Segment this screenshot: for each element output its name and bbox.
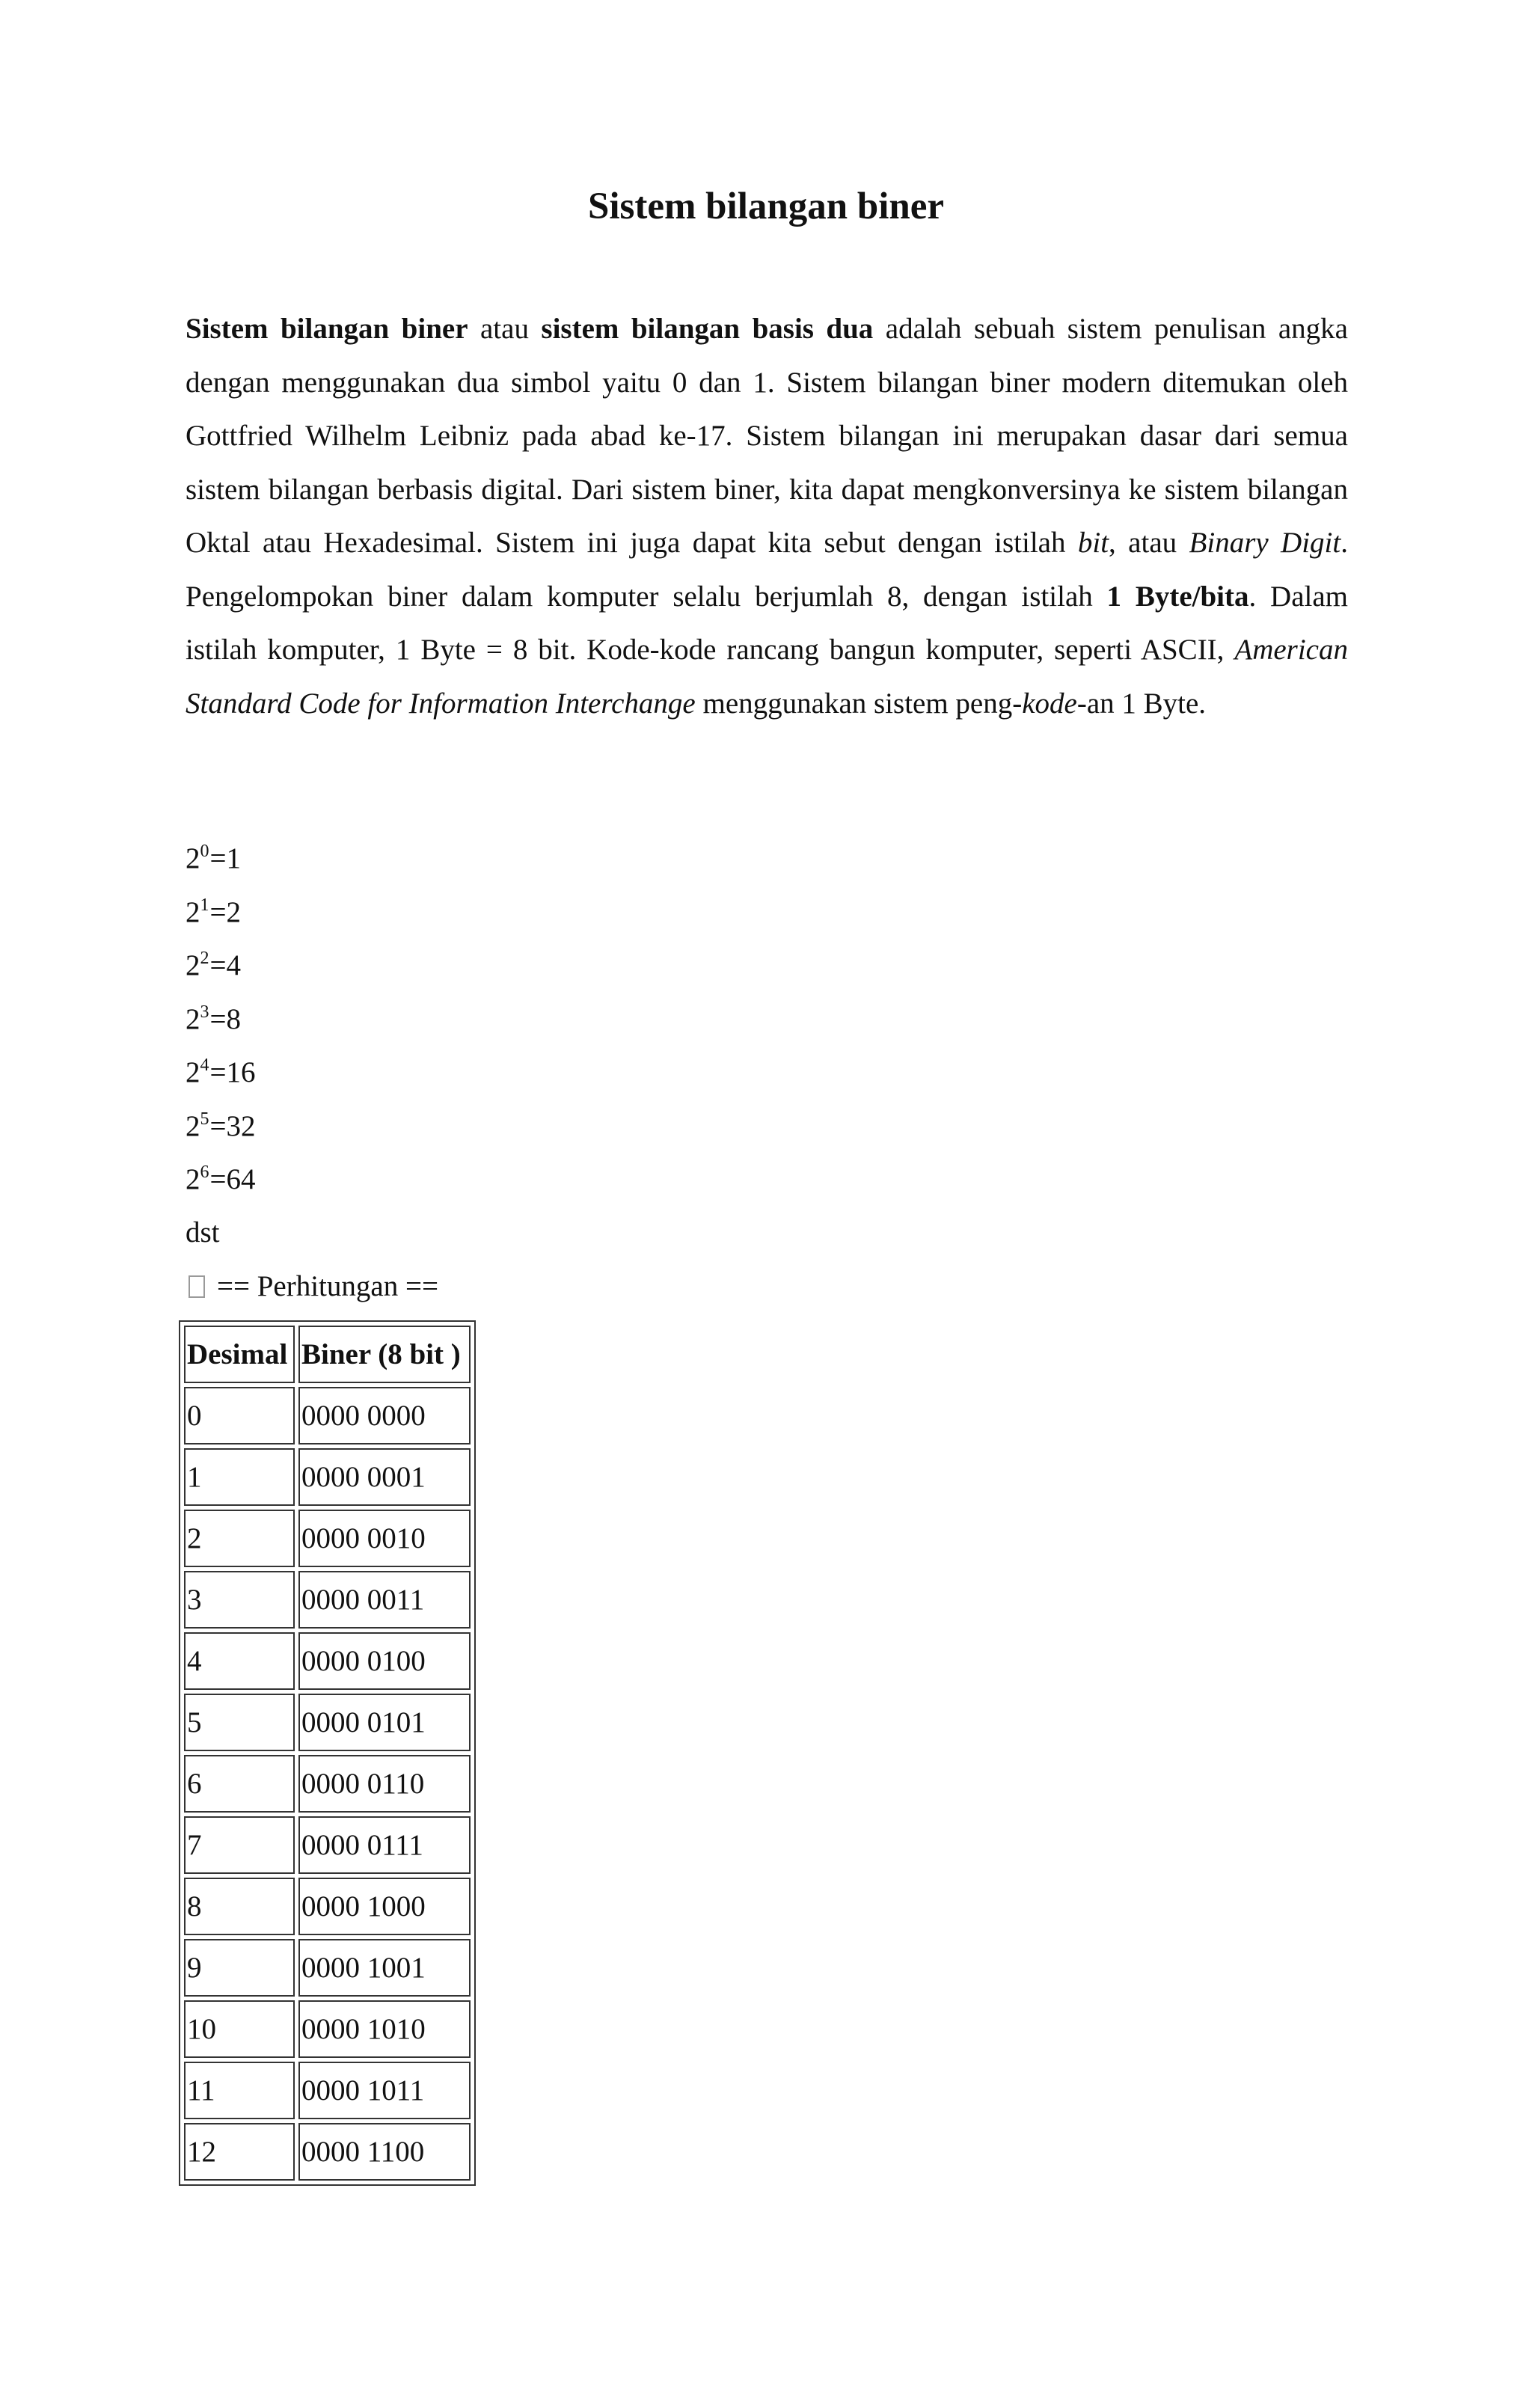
- table-row: [184, 1571, 471, 1629]
- column-header-desimal: Desimal: [184, 1326, 295, 1383]
- cell-desimal: 10: [184, 2000, 295, 2058]
- missing-glyph-icon: [189, 1275, 205, 1298]
- cell-desimal: 0: [184, 1387, 295, 1445]
- cell-desimal: 9: [184, 1939, 295, 1997]
- table-row: [184, 1816, 471, 1874]
- cell-desimal: 8: [184, 1878, 295, 1935]
- cell-desimal: 2: [184, 1510, 295, 1567]
- paragraph-text: atau: [468, 313, 542, 345]
- page-title: Sistem bilangan biner: [587, 186, 945, 227]
- power-line: $2^0=1$: [186, 842, 241, 874]
- table-row: [184, 1755, 471, 1813]
- intro-paragraph: [186, 302, 1348, 730]
- cell-biner: 0000 1010: [298, 2000, 471, 2058]
- cell-desimal: 5: [184, 1694, 295, 1751]
- conversion-table: [179, 1320, 476, 2186]
- cell-biner: 0000 0111: [298, 1816, 471, 1874]
- cell-biner: 0000 1001: [298, 1939, 471, 1997]
- cell-biner: 0000 0011: [298, 1571, 471, 1629]
- cell-biner: 0000 0110: [298, 1755, 471, 1813]
- term-kode: kode: [1022, 687, 1077, 720]
- power-line: $2^3=8$: [186, 1002, 241, 1035]
- section-heading: [186, 1260, 438, 1314]
- cell-desimal: 11: [184, 2062, 295, 2119]
- paragraph-text: menggunakan sistem peng-: [695, 687, 1023, 720]
- power-line: $2^1=2$: [186, 895, 241, 928]
- power-line: $2^6=64$: [186, 1162, 256, 1195]
- cell-desimal: 7: [184, 1816, 295, 1874]
- paragraph-text: , atau: [1109, 527, 1189, 559]
- cell-desimal: 1: [184, 1448, 295, 1506]
- table-row: [184, 1939, 471, 1997]
- cell-desimal: 12: [184, 2123, 295, 2181]
- power-line: $2^5=32$: [186, 1109, 256, 1142]
- table-row: [184, 1878, 471, 1935]
- paragraph-text: . Dalam istilah komputer, 1 Byte = 8 bit. Kode-kode rancang bangun komputer, seperti ASCII,: [186, 580, 1348, 666]
- cell-biner: 0000 0010: [298, 1510, 471, 1567]
- table-row: [184, 2062, 471, 2119]
- cell-biner: 0000 0000: [298, 1387, 471, 1445]
- table-row: [184, 1387, 471, 1445]
- dst-text: dst: [186, 1216, 220, 1249]
- term-byte: 1 Byte/bita: [1106, 580, 1249, 613]
- table-row: [184, 1694, 471, 1751]
- table-row: [184, 1632, 471, 1690]
- term-binary-digit: Binary Digit: [1189, 527, 1341, 559]
- power-line: $2^4=16$: [186, 1056, 256, 1088]
- cell-desimal: 6: [184, 1755, 295, 1813]
- section-heading-text: == Perhitungan ==: [217, 1270, 438, 1302]
- cell-desimal: 3: [184, 1571, 295, 1629]
- table-row: [184, 2000, 471, 2058]
- term-sistem-bilangan-biner: Sistem bilangan biner: [186, 313, 468, 345]
- cell-biner: 0000 1100: [298, 2123, 471, 2181]
- cell-desimal: 4: [184, 1632, 295, 1690]
- powers-of-two-list: [186, 832, 256, 1207]
- column-header-biner: Biner (8 bit ): [298, 1326, 471, 1383]
- paragraph-text: -an 1 Byte.: [1076, 687, 1207, 720]
- cell-biner: 0000 1011: [298, 2062, 471, 2119]
- term-basis-dua: sistem bilangan basis dua: [541, 313, 874, 345]
- table-header-row: [184, 1326, 471, 1383]
- table-row: [184, 2123, 471, 2181]
- cell-biner: 0000 0001: [298, 1448, 471, 1506]
- power-line: $2^2=4$: [186, 949, 241, 981]
- term-ascii-expansion: American Standard Code for Information Interchange: [186, 634, 1348, 720]
- term-bit: bit: [1077, 527, 1109, 559]
- cell-biner: 0000 0100: [298, 1632, 471, 1690]
- cell-biner: 0000 1000: [298, 1878, 471, 1935]
- table-row: [184, 1448, 471, 1506]
- paragraph-text: adalah sebuah sistem penulisan angka dengan menggunakan dua simbol yaitu 0 dan 1. Sistem bilangan biner modern ditemukan oleh Gottfried Wilhelm Leibniz pada abad ke-17. Sistem bilangan ini merupakan dasar dari semua sistem bilangan berbasis digital. Dari sistem biner, kita dapat mengkonversinya ke sistem bilangan Oktal atau Hexadesimal. Sistem ini juga dapat kita sebut dengan istilah: [186, 313, 1348, 559]
- cell-biner: 0000 0101: [298, 1694, 471, 1751]
- paragraph-text: . Pengelompokan biner dalam komputer selalu berjumlah 8, dengan istilah: [186, 527, 1348, 613]
- table-row: [184, 1510, 471, 1567]
